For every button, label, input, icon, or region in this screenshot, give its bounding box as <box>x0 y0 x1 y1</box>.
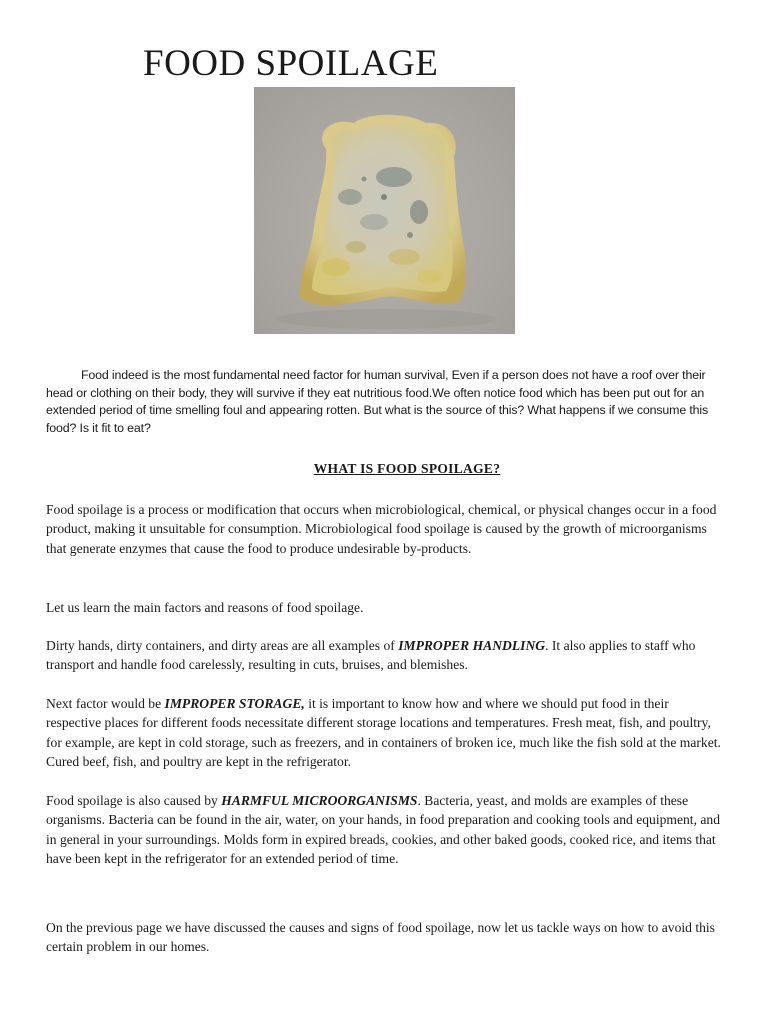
handling-text-end: . It also applies to staff who transport and handle food carelessly, resulting in cuts, bruises, and blemishes. <box>46 638 696 673</box>
improper-handling-term: IMPROPER HANDLING <box>398 638 546 653</box>
closing-paragraph: On the previous page we have discussed the causes and signs of food spoilage, now let us tackle ways on how to avoid this certain problem in our homes. <box>46 920 715 955</box>
harmful-microorganisms-term: HARMFUL MICROORGANISMS <box>221 793 418 808</box>
improper-storage-term: IMPROPER STORAGE, <box>164 696 305 711</box>
microorganisms-paragraph <box>46 791 722 869</box>
intro-paragraph: Food indeed is the most fundamental need factor for human survival, Even if a person does not have a roof over their head or clothing on their body, they will survive if they eat nutritious food.We often notice food which has been put out for an extended period of time smelling foul and appearing rotten. But what is the source of this? What happens if we consume this food? Is it fit to eat? <box>46 368 709 435</box>
moldy-bread-image <box>254 87 515 334</box>
handling-paragraph <box>46 636 722 675</box>
storage-paragraph <box>46 694 722 772</box>
storage-text-end: it is important to know how and where we should put food in their respective places for different foods necessitate different storage locations and temperatures. Fresh meat, fish, and poultry, for example, are kept in cold storage, such as freezers, and in containers of broken ice, much like the fish sold at the market. Cured beef, fish, and poultry are kept in the refrigerator. <box>46 696 721 770</box>
page-title: FOOD SPOILAGE <box>143 43 439 84</box>
microorganisms-text-start: Food spoilage is also caused by <box>46 793 222 808</box>
handling-text-start: Dirty hands, dirty containers, and dirty areas are all examples of <box>46 638 399 653</box>
microorganisms-text-end: . Bacteria, yeast, and molds are examples of these organisms. Bacteria can be found in the air, water, on your hands, in food preparation and cooking tools and equipment, and in general in your surroundings. Molds form in expired breads, cookies, and other baked goods, cooked rice, and items that have been kept in the refrigerator for an extended period of time. <box>46 793 721 867</box>
definition-paragraph: Food spoilage is a process or modification that occurs when microbiological, chemical, or physical changes occur in a food product, making it unsuitable for consumption. Microbiological food spoilage is caused by the growth of microorganisms that generate enzymes that cause the food to produce undesirable by-products. <box>46 502 717 556</box>
factors-intro-paragraph: Let us learn the main factors and reasons of food spoilage. <box>46 600 364 615</box>
section-heading: WHAT IS FOOD SPOILAGE? <box>313 461 501 476</box>
storage-text-start: Next factor would be <box>46 696 165 711</box>
